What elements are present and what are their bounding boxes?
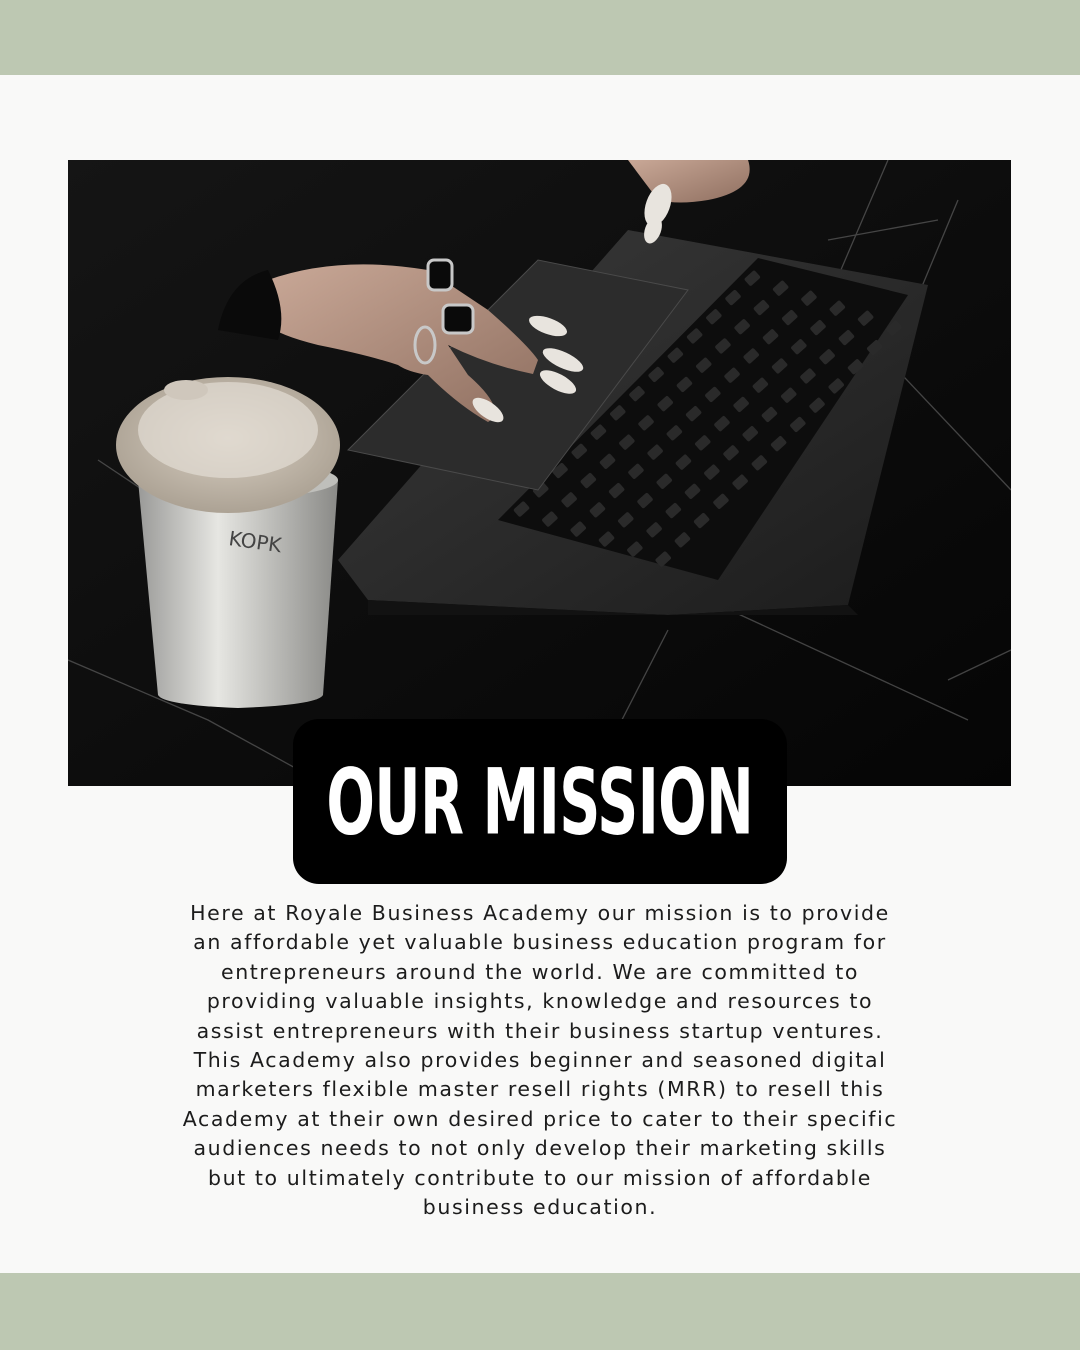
title-box bbox=[293, 719, 787, 884]
mission-statement: Here at Royale Business Academy our mission is to provide an affordable yet valuable business education program for entrepreneurs around the world. We are committed to providing valuable insights, knowledge and resources to assist entrepreneurs with their business startup ventures. This Academy also provides beginner and seasoned digital marketers flexible master resell rights (MRR) to resell this Academy at their own desired price to cater to their specific audiences needs to not only develop their marketing skills but to ultimately contribute to our mission of affordable business education. bbox=[182, 901, 898, 1220]
laptop-coffee-illustration bbox=[68, 160, 1011, 786]
bottom-band bbox=[0, 1273, 1080, 1350]
page-title: OUR MISSION bbox=[326, 748, 754, 855]
cup-label: KOPK bbox=[227, 526, 284, 558]
hero-photo bbox=[68, 160, 1011, 786]
top-band bbox=[0, 0, 1080, 75]
